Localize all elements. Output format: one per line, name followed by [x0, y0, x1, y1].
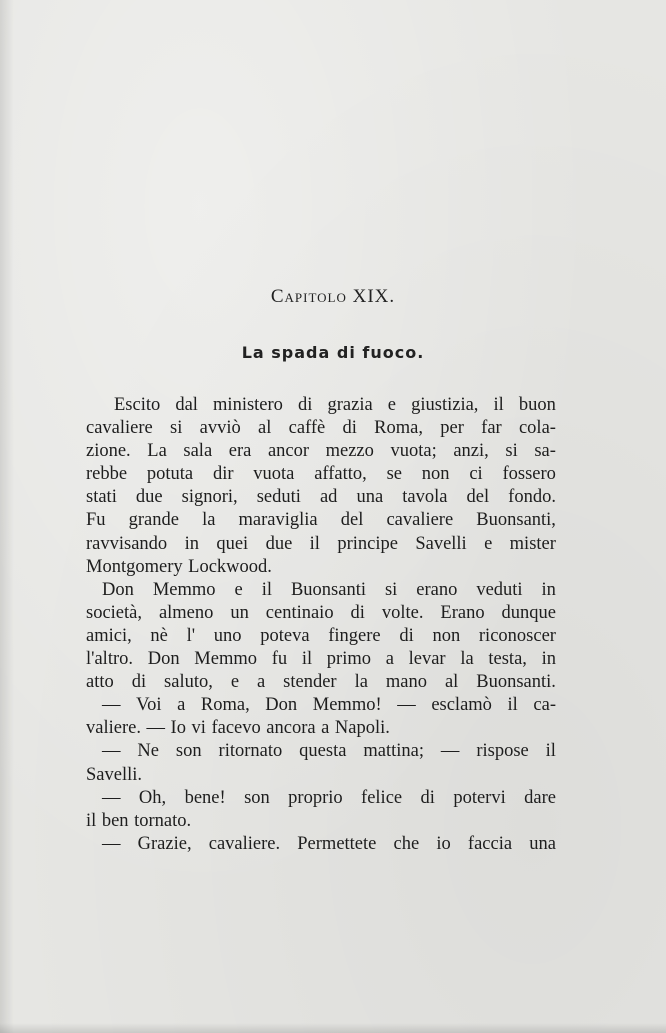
- word: Montgomery: [86, 556, 183, 577]
- word: Buonsanti,: [476, 510, 556, 531]
- word: fossero: [502, 464, 556, 485]
- text-line: [86, 556, 556, 579]
- word: dare: [524, 787, 556, 808]
- word: son: [175, 741, 202, 762]
- word: Memmo: [152, 579, 216, 600]
- word: dal: [175, 395, 198, 415]
- word: mano: [385, 672, 427, 693]
- word: cola-: [518, 418, 556, 439]
- word: Don: [265, 695, 298, 716]
- word: si: [505, 441, 518, 462]
- chapter-heading: Capitolo XIX.: [270, 286, 396, 307]
- word: l': [186, 625, 196, 646]
- word: mister: [509, 533, 556, 554]
- word: al: [258, 418, 272, 439]
- word: testa,: [488, 649, 527, 670]
- word: proprio: [288, 787, 343, 808]
- word: fondo.: [508, 487, 556, 508]
- word: Don: [147, 649, 180, 670]
- word: grazia: [327, 395, 373, 415]
- text-line: [86, 740, 556, 763]
- word: del: [466, 487, 490, 508]
- word: ca-: [533, 695, 556, 716]
- word: anzi,: [453, 441, 489, 462]
- word: il: [507, 695, 518, 716]
- word: il: [301, 649, 313, 670]
- word: avviò: [199, 418, 241, 439]
- word: Io: [170, 718, 186, 739]
- text-line: [86, 764, 556, 787]
- word: ben: [101, 810, 129, 831]
- word: valiere.: [86, 718, 141, 739]
- word: per: [440, 418, 464, 439]
- word: Permettete: [297, 833, 377, 854]
- word: amici,: [86, 625, 132, 646]
- word: erano: [416, 579, 458, 600]
- word: ci: [469, 464, 483, 485]
- word: Oh,: [138, 787, 167, 808]
- word: Voi: [136, 695, 162, 716]
- text-line: [86, 486, 556, 509]
- word: io: [436, 833, 451, 854]
- word: si: [170, 418, 183, 439]
- word: e: [230, 672, 240, 693]
- word: il: [545, 741, 556, 762]
- word: —: [146, 718, 165, 739]
- word: il: [493, 395, 504, 415]
- word: era: [228, 441, 252, 462]
- word: di: [131, 672, 147, 693]
- word: —: [102, 741, 121, 762]
- word: ministero: [213, 395, 283, 415]
- word: ancor: [267, 441, 310, 462]
- word: in: [541, 579, 556, 600]
- word: almeno: [158, 602, 214, 623]
- word: non: [432, 625, 461, 646]
- word: —: [102, 787, 121, 808]
- word: La: [147, 441, 167, 462]
- word: ritornato: [218, 741, 283, 762]
- word: grande: [128, 510, 179, 531]
- text-line: [86, 602, 556, 625]
- word: Memmo!: [312, 695, 382, 716]
- word: far: [481, 418, 502, 439]
- word: son: [244, 787, 270, 808]
- word: a: [257, 672, 266, 693]
- chapter-title: La spada di fuoco.: [241, 343, 425, 362]
- page-left-shadow: [0, 0, 14, 1033]
- word: a: [385, 649, 394, 670]
- word: che: [393, 833, 420, 854]
- text-line: [86, 579, 556, 602]
- word: la: [202, 510, 216, 531]
- word: giustizia,: [411, 395, 479, 415]
- word: quei: [216, 533, 249, 554]
- word: e: [387, 395, 397, 415]
- word: Erano: [440, 602, 485, 623]
- body-text: [86, 394, 556, 856]
- word: potervi: [453, 787, 506, 808]
- word: —: [102, 833, 121, 854]
- text-line: [86, 694, 556, 717]
- word: società,: [86, 602, 142, 623]
- word: signori,: [181, 487, 238, 508]
- word: del: [340, 510, 364, 531]
- word: in: [541, 649, 556, 670]
- word: di: [420, 787, 435, 808]
- word: cavaliere: [386, 510, 454, 531]
- word: tornato.: [134, 810, 192, 831]
- word: una: [356, 487, 384, 508]
- word: al: [444, 672, 459, 693]
- word: Ne: [137, 741, 159, 762]
- word: vuota;: [390, 441, 437, 462]
- word: Napoli.: [334, 718, 390, 739]
- word: faccia: [467, 833, 513, 854]
- text-line: [86, 417, 556, 440]
- word: mattina;: [363, 741, 424, 762]
- text-line: [86, 833, 556, 856]
- word: felice: [361, 787, 403, 808]
- text-line: [86, 671, 556, 694]
- word: stender: [283, 672, 337, 693]
- word: Lockwood.: [188, 556, 272, 577]
- word: di: [399, 625, 414, 646]
- word: Memmo: [194, 649, 257, 670]
- word: Buonsanti.: [476, 672, 556, 693]
- word: —: [397, 695, 416, 716]
- word: di: [342, 418, 357, 439]
- word: Roma,: [374, 418, 423, 439]
- text-line: [86, 440, 556, 463]
- word: rebbe: [86, 464, 128, 485]
- word: esclamò: [431, 695, 492, 716]
- word: Roma,: [200, 695, 250, 716]
- word: a: [177, 695, 186, 716]
- text-line: [86, 509, 556, 532]
- word: uno: [213, 625, 242, 646]
- word: buon: [518, 395, 556, 415]
- word: saluto,: [164, 672, 213, 693]
- text-line: [86, 394, 556, 417]
- word: il: [86, 810, 97, 831]
- word: si: [384, 579, 398, 600]
- word: potuta: [146, 464, 194, 485]
- word: e: [234, 579, 243, 600]
- word: la: [460, 649, 474, 670]
- word: ravvisando: [86, 533, 168, 554]
- word: a: [321, 718, 330, 739]
- word: sa-: [534, 441, 556, 462]
- word: centinaio: [265, 602, 334, 623]
- word: sala: [183, 441, 213, 462]
- word: di: [298, 395, 313, 415]
- word: —: [440, 741, 460, 762]
- word: caffè: [288, 418, 326, 439]
- word: Savelli: [415, 533, 467, 554]
- word: atto: [86, 672, 114, 693]
- page-bottom-shadow: [0, 1023, 666, 1033]
- word: seduti: [256, 487, 301, 508]
- word: dunque: [501, 602, 556, 623]
- word: Savelli.: [86, 764, 143, 785]
- word: la: [354, 672, 368, 693]
- word: Don: [102, 579, 134, 600]
- word: zione.: [86, 441, 131, 462]
- word: Grazie,: [137, 833, 192, 854]
- word: bene!: [184, 787, 226, 808]
- word: di: [350, 602, 365, 623]
- word: mezzo: [325, 441, 374, 462]
- word: Escito: [114, 395, 161, 415]
- word: principe: [337, 533, 398, 554]
- word: l'altro.: [86, 649, 133, 670]
- word: dir: [212, 464, 234, 485]
- word: due: [135, 487, 163, 508]
- word: in: [184, 533, 199, 554]
- word: vuota: [253, 464, 295, 485]
- word: stati: [86, 487, 117, 508]
- word: cavaliere.: [208, 833, 281, 854]
- word: facevo: [211, 718, 261, 739]
- word: affatto,: [314, 464, 367, 485]
- word: riconoscer: [478, 625, 556, 646]
- word: Buonsanti: [290, 579, 366, 600]
- word: veduti: [476, 579, 523, 600]
- word: non: [421, 464, 450, 485]
- word: il: [261, 579, 272, 600]
- word: ancora: [266, 718, 316, 739]
- word: un: [230, 602, 249, 623]
- word: tavola: [402, 487, 448, 508]
- word: se: [386, 464, 402, 485]
- word: due: [265, 533, 293, 554]
- word: questa: [299, 741, 347, 762]
- word: una: [529, 833, 556, 854]
- word: nè: [150, 625, 168, 646]
- word: cavaliere: [86, 418, 153, 439]
- text-line: [86, 810, 556, 833]
- text-line: [86, 625, 556, 648]
- word: fu: [271, 649, 288, 670]
- word: —: [102, 695, 121, 716]
- word: vi: [191, 718, 206, 739]
- word: poteva: [260, 625, 310, 646]
- text-line: [86, 787, 556, 810]
- word: il: [309, 533, 320, 554]
- word: primo: [326, 649, 371, 670]
- word: rispose: [476, 741, 529, 762]
- text-line: [86, 648, 556, 671]
- text-line: [86, 463, 556, 486]
- word: e: [484, 533, 493, 554]
- word: volte.: [381, 602, 424, 623]
- word: maraviglia: [238, 510, 318, 531]
- word: levar: [408, 649, 446, 670]
- word: ad: [319, 487, 338, 508]
- word: fingere: [328, 625, 381, 646]
- text-line: [86, 533, 556, 556]
- text-line: [86, 717, 556, 740]
- word: Fu: [86, 510, 106, 531]
